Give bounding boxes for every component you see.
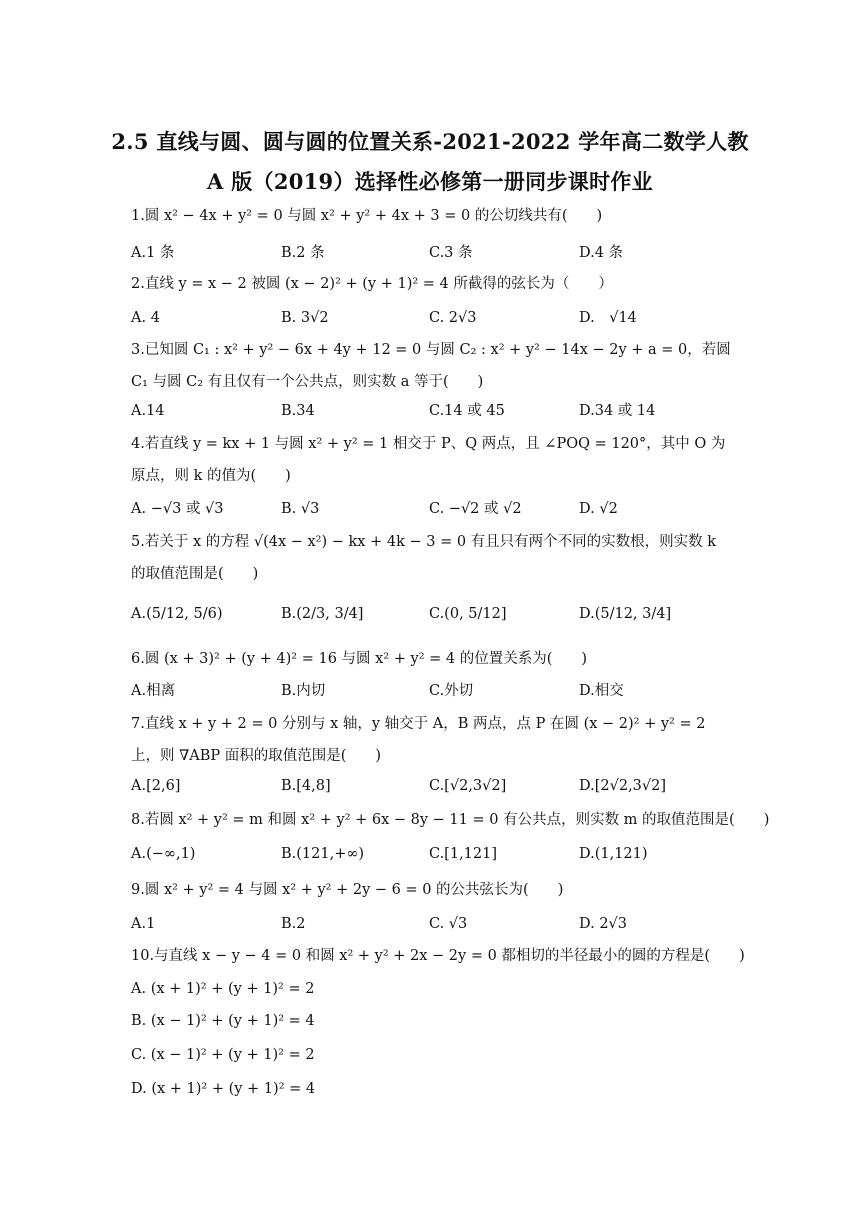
question-8-option-d: D.(1,121) <box>579 846 648 862</box>
question-5-option-b: B.(2/3, 3/4] <box>281 606 364 622</box>
question-3-option-d: D.34 或 14 <box>579 403 656 419</box>
question-3-option-c: C.14 或 45 <box>429 403 505 419</box>
document-title-line-2: A 版（2019）选择性必修第一册同步课时作业 <box>207 169 653 194</box>
question-8-option-b: B.(121,+∞) <box>281 846 365 862</box>
question-8-option-a: A.(−∞,1) <box>131 846 196 862</box>
question-5-option-c: C.(0, 5/12] <box>429 606 507 622</box>
question-7-option-c: C.[√2,3√2] <box>429 778 507 794</box>
question-1-stem: 1.圆 x² − 4x + y² = 0 与圆 x² + y² + 4x + 3 = 0 的公切线共有( ) <box>131 208 603 224</box>
question-1-option-a: A.1 条 <box>131 245 175 261</box>
question-6-option-a: A.相离 <box>131 683 176 699</box>
question-5-options <box>131 599 731 629</box>
question-9-option-c: C. √3 <box>429 916 468 932</box>
question-4-stem: 4.若直线 y = kx + 1 与圆 x² + y² = 1 相交于 P、Q 两点，且 ∠POQ = 120°，其中 O 为原点，则 k 的值为( ) <box>131 436 726 484</box>
question-10-option-a: A. (x + 1)² + (y + 1)² = 2 <box>131 981 315 997</box>
question-10-option-c: C. (x − 1)² + (y + 1)² = 2 <box>131 1047 315 1063</box>
question-3-option-b: B.34 <box>281 403 315 419</box>
question-1-option-b: B.2 条 <box>281 245 325 261</box>
question-8-option-c: C.[1,121] <box>429 846 498 862</box>
question-4-option-c: C. −√2 或 √2 <box>429 501 522 517</box>
question-6-option-b: B.内切 <box>281 683 326 699</box>
question-7-option-b: B.[4,8] <box>281 778 331 794</box>
question-10-option-b: B. (x − 1)² + (y + 1)² = 4 <box>131 1013 315 1029</box>
question-3-options <box>131 396 731 426</box>
question-6-option-c: C.外切 <box>429 683 474 699</box>
question-9-options <box>131 909 731 939</box>
question-4-options <box>131 494 731 524</box>
document-title-line-1: 2.5 直线与圆、圆与圆的位置关系-2021-2022 学年高二数学人教 <box>111 129 749 154</box>
question-1-options <box>131 238 731 268</box>
question-5-stem: 5.若关于 x 的方程 √(4x − x²) − kx + 4k − 3 = 0 有且只有两个不同的实数根，则实数 k 的取值范围是( ) <box>131 534 717 582</box>
question-7-option-a: A.[2,6] <box>131 778 181 794</box>
question-8-options <box>131 839 731 869</box>
question-3-option-a: A.14 <box>131 403 165 419</box>
question-6-stem: 6.圆 (x + 3)² + (y + 4)² = 16 与圆 x² + y² = 4 的位置关系为( ) <box>131 651 588 667</box>
question-7-options <box>131 771 731 801</box>
question-9-option-b: B.2 <box>281 916 306 932</box>
question-2-option-c: C. 2√3 <box>429 310 477 326</box>
question-2-stem: 2.直线 y = x − 2 被圆 (x − 2)² + (y + 1)² = 4 所截得的弦长为（ ） <box>131 276 613 292</box>
question-8-stem: 8.若圆 x² + y² = m 和圆 x² + y² + 6x − 8y − 11 = 0 有公共点，则实数 m 的取值范围是( ) <box>131 812 770 828</box>
question-9-option-a: A.1 <box>131 916 156 932</box>
question-10-stem: 10.与直线 x − y − 4 = 0 和圆 x² + y² + 2x − 2y = 0 都相切的半径最小的圆的方程是( ) <box>131 948 745 964</box>
question-10-option-d: D. (x + 1)² + (y + 1)² = 4 <box>131 1081 316 1097</box>
question-3-stem: 3.已知圆 C₁ : x² + y² − 6x + 4y + 12 = 0 与圆 C₂ : x² + y² − 14x − 2y + a = 0，若圆 C₁ 与圆 C₂ 有且仅有一个公共点，则实数 a 等于( ) <box>131 342 731 390</box>
question-1-option-c: C.3 条 <box>429 245 473 261</box>
question-4-option-b: B. √3 <box>281 501 320 517</box>
question-9-stem: 9.圆 x² + y² = 4 与圆 x² + y² + 2y − 6 = 0 的公共弦长为( ) <box>131 882 564 898</box>
question-2-options <box>131 303 731 333</box>
question-7-stem: 7.直线 x + y + 2 = 0 分别与 x 轴，y 轴交于 A，B 两点，点 P 在圆 (x − 2)² + y² = 2 上，则 ∇ABP 面积的取值范围是( ) <box>131 716 706 764</box>
question-2-option-a: A. 4 <box>131 310 160 326</box>
question-7-option-d: D.[2√2,3√2] <box>579 778 667 794</box>
question-2-option-b: B. 3√2 <box>281 310 329 326</box>
question-1-option-d: D.4 条 <box>579 245 624 261</box>
question-6-options <box>131 676 731 706</box>
question-2-option-d: D. √14 <box>579 310 637 326</box>
question-5-option-a: A.(5/12, 5/6) <box>131 606 223 622</box>
question-9-option-d: D. 2√3 <box>579 916 628 932</box>
question-4-option-a: A. −√3 或 √3 <box>131 501 224 517</box>
question-6-option-d: D.相交 <box>579 683 624 699</box>
question-5-option-d: D.(5/12, 3/4] <box>579 606 672 622</box>
question-4-option-d: D. √2 <box>579 501 618 517</box>
